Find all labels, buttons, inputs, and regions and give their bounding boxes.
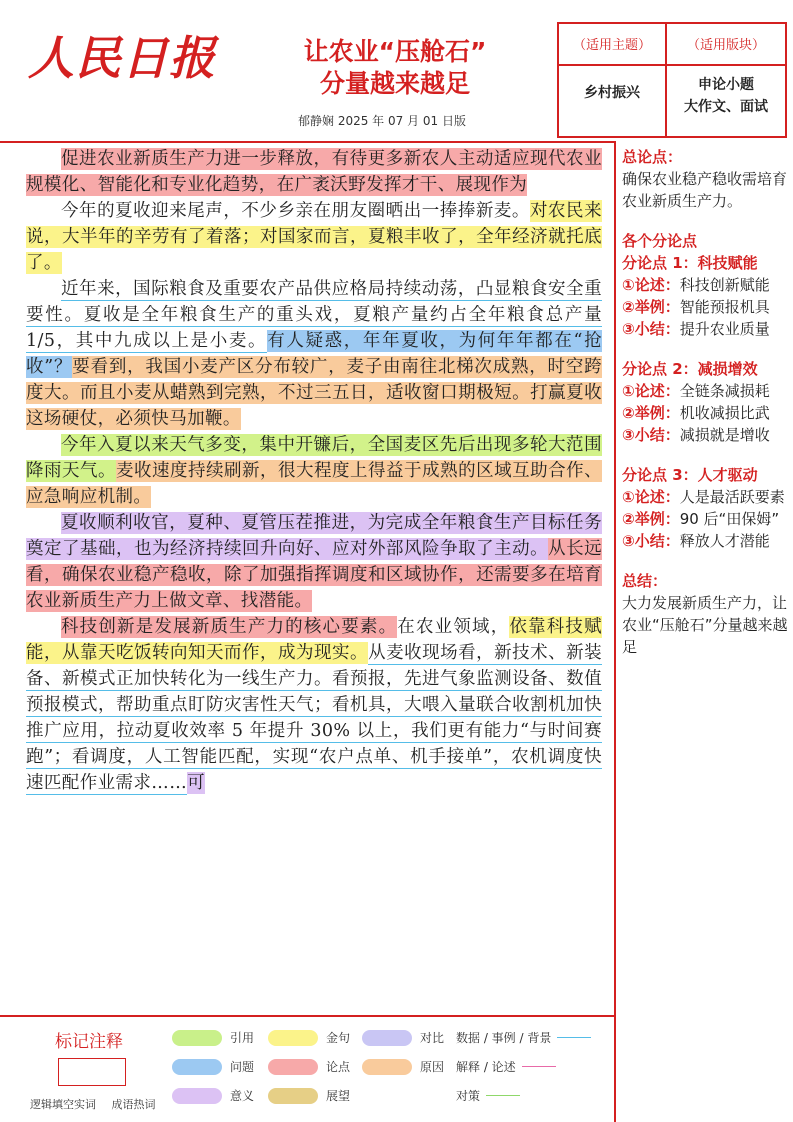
legend-item-quote: 引用 <box>172 1029 254 1046</box>
main-argument-text: 确保农业稳产稳收需培育农业新质生产力。 <box>622 170 788 210</box>
section-label: （适用版块） <box>686 38 765 53</box>
text-segment-red: 促进农业新质生产力进一步释放，有待更多新农人主动适应现代农业规模化、智能化和专业化趋势，在广袤沃野发挥才干、展现作为 <box>26 149 602 195</box>
sub-argument-title: 分论点 1：科技赋能 <box>622 254 758 272</box>
legend-swatch <box>172 1030 222 1046</box>
legend-blank-box <box>58 1058 126 1086</box>
text-segment-plain: 今年的夏收迎来尾声，不少乡亲在朋友圈晒出一捧捧新麦。 <box>61 201 530 221</box>
text-segment-ul: 近年来，国际粮食及重要农产品供应格局持续动荡，凸显粮食安全重要性。夏收是全年粮食生产的重头戏，夏粮产量约占全年粮食总产量 1/5，其中九成以上是小麦。 <box>26 279 602 351</box>
main-argument-heading: 总论点： <box>622 148 683 166</box>
legend-item-outlook: 展望 <box>268 1087 350 1104</box>
byline: 郁静娴 2025 年 07 月 01 日版 <box>298 114 466 128</box>
legend-item-significance: 意义 <box>172 1087 254 1104</box>
sidebar-divider <box>614 141 616 1122</box>
sub-argument-li: ②举例：机收减损比武 <box>622 404 770 422</box>
header-divider <box>0 141 614 143</box>
sub-argument-li: ②举例：90 后“田保姆” <box>622 510 780 528</box>
legend-swatch <box>172 1088 222 1104</box>
section-value-1: 申论小题 <box>698 77 754 93</box>
text-segment-org: 麦收速度持续刷新，很大程度上得益于成熟的区域互助合作、应急响应机制。 <box>26 461 602 507</box>
sub-argument-lun: ①论述：人是最活跃要素 <box>622 488 785 506</box>
legend-line-swatch <box>486 1095 520 1096</box>
legend-swatch <box>268 1030 318 1046</box>
text-segment-grn: 今年入夏以来天气多变，集中开镰后，全国麦区先后出现多轮大范围降雨天气。 <box>26 435 602 481</box>
sub-argument-lun: ①论述：科技创新赋能 <box>622 276 770 294</box>
section-value-2: 大作文、面试 <box>684 99 768 115</box>
text-segment-yel: 依靠科技赋能，从靠天吃饭转向知天而作，成为现实。 <box>26 617 603 663</box>
sub-argument-jie: ③小结：释放人才潜能 <box>622 532 770 550</box>
newspaper-logo: 人民日报 <box>28 31 216 85</box>
paragraph-3 <box>26 276 602 432</box>
sub-argument-title: 分论点 3：人才驱动 <box>622 466 758 484</box>
text-segment-ul: 从麦收现场看，新技术、新装备、新模式正加快转化为一线生产力。看预报，先进气象监测设备、数值预报模式，帮助重点盯防灾害性天气；看机具，大喂入量联合收割机加快推广应用，拉动夏收效率 5 年提升 30% 以上，我们更有能力“与时间赛跑”；看调度，人工智能匹配，实现“农户点单、机手接单”，农机调度快速匹配作业需求…… <box>26 643 602 793</box>
legend-item-argument: 论点 <box>268 1058 350 1075</box>
topic-label: （适用主题） <box>572 38 651 53</box>
sub-arguments-heading: 各个分论点 <box>622 232 698 250</box>
sub-argument-3 <box>622 464 788 552</box>
article-title <box>270 36 520 100</box>
sub-argument-jie: ③小结：减损就是增收 <box>622 426 770 444</box>
legend-item-question: 问题 <box>172 1058 254 1075</box>
text-segment-plain: 在农业领域， <box>397 617 510 637</box>
text-segment-pur: 夏收顺利收官，夏种、夏管压茬推进，为完成全年粮食生产目标任务奠定了基础，也为经济持续回升向好、应对外部风险争取了主动。 <box>26 513 602 559</box>
sub-argument-jie: ③小结：提升农业质量 <box>622 320 770 338</box>
text-segment-red: 从长远看，确保农业稳产稳收，除了加强指挥调度和区域协作，还需要多在培育农业新质生产力上做文章、找潜能。 <box>26 539 602 611</box>
sub-argument-2 <box>622 358 788 446</box>
legend-swatch <box>268 1059 318 1075</box>
title-line-1: 让农业“压舱石” <box>303 37 487 66</box>
summary-text: 大力发展新质生产力，让农业“压舱石”分量越来越足 <box>622 594 788 656</box>
legend-swatch <box>362 1059 412 1075</box>
legend-swatch <box>172 1059 222 1075</box>
text-segment-blue: 有人疑惑，年年夏收，为何年年都在“抢收”？ <box>26 331 602 377</box>
legend-swatch <box>362 1030 412 1046</box>
paragraph-2 <box>26 198 602 276</box>
legend-note-2: 成语热词 <box>111 1098 156 1111</box>
footer-divider <box>0 1015 614 1017</box>
article-body <box>26 146 602 796</box>
text-segment-red: 科技创新是发展新质生产力的核心要素。 <box>61 617 398 637</box>
info-box <box>557 22 787 138</box>
paragraph-5 <box>26 510 602 614</box>
legend-line-data: 数据 / 事例 / 背景 <box>456 1029 591 1046</box>
text-segment-yel: 对农民来说，大半年的辛劳有了着落；对国家而言，夏粮丰收了，全年经济就托底了。 <box>26 201 602 273</box>
topic-value: 乡村振兴 <box>584 85 640 101</box>
sub-argument-title: 分论点 2：减损增效 <box>622 360 758 378</box>
title-line-2: 分量越来越足 <box>319 69 470 98</box>
sub-argument-1 <box>622 252 788 340</box>
legend-item-contrast: 对比 <box>362 1029 444 1046</box>
sub-argument-lun: ①论述：全链条减损耗 <box>622 382 770 400</box>
legend-item-golden: 金句 <box>268 1029 350 1046</box>
legend-line-swatch <box>557 1037 591 1038</box>
legend-notes <box>30 1096 168 1112</box>
text-segment-pur: 可 <box>187 773 206 793</box>
text-segment-org: 要看到，我国小麦产区分布较广，麦子由南往北梯次成熟，时空跨度大。而且小麦从蜡熟到完熟，不过三五日，适收窗口期极短。打赢夏收这场硬仗，必须快马加鞭。 <box>26 357 602 429</box>
legend-line-measure: 对策 <box>456 1087 520 1104</box>
paragraph-6 <box>26 614 602 796</box>
summary-heading: 总结： <box>622 572 668 590</box>
legend-item-reason: 原因 <box>362 1058 444 1075</box>
paragraph-4 <box>26 432 602 510</box>
legend-note-1: 逻辑填空实词 <box>30 1098 96 1111</box>
outline-sidebar <box>622 146 788 658</box>
paragraph-1 <box>26 146 602 198</box>
legend-line-swatch <box>522 1066 556 1067</box>
sub-argument-li: ②举例：智能预报机具 <box>622 298 770 316</box>
legend-line-explain: 解释 / 论述 <box>456 1058 556 1075</box>
legend-title: 标记注释 <box>55 1032 123 1052</box>
legend-swatch <box>268 1088 318 1104</box>
